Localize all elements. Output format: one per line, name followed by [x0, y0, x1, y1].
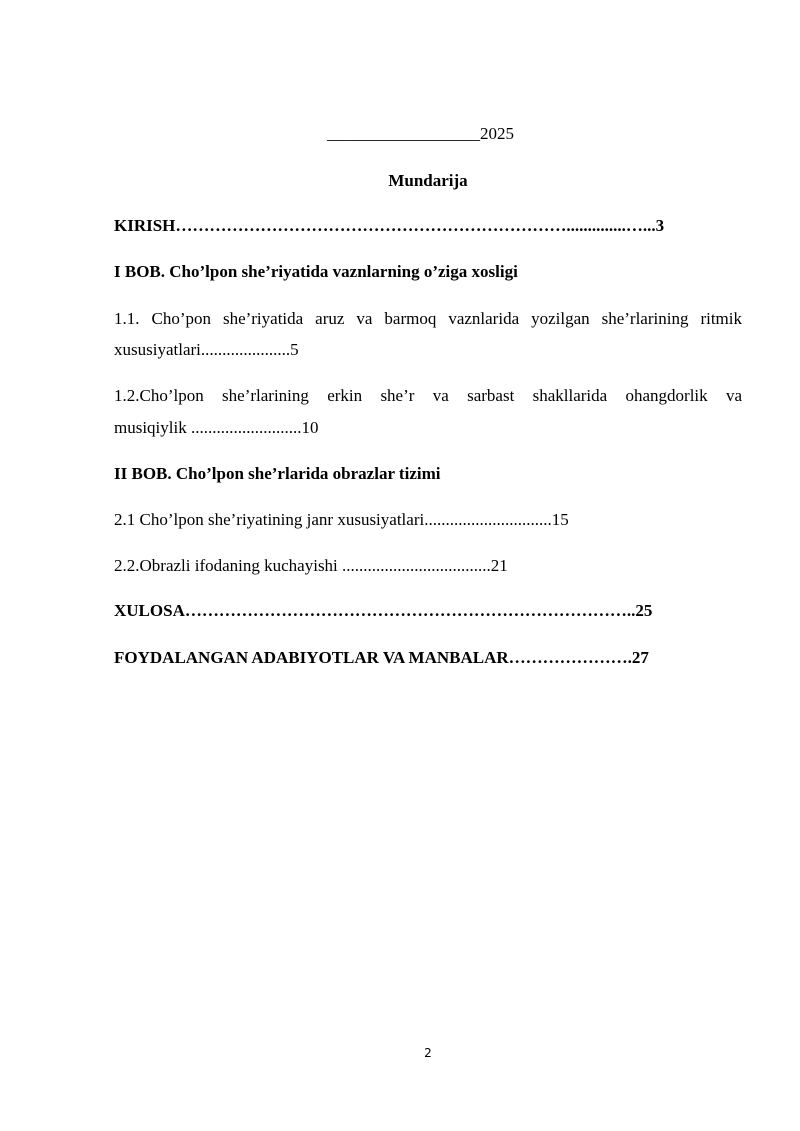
- page-title: Mundarija: [388, 171, 468, 190]
- toc-section-2-1: 2.1 Cho’lpon she’riyatining janr xususiyatlari..............................15: [114, 510, 569, 529]
- toc-chapter-1-heading: I BOB. Cho’lpon she’riyatida vaznlarning o’ziga xosligi: [114, 262, 518, 281]
- toc-entry-kirish: KIRISH……………………………………………………………..............…...3: [114, 216, 665, 235]
- toc-chapter-2-heading: II BOB. Cho’lpon she’rlarida obrazlar tizimi: [114, 464, 441, 483]
- toc-section-1-1-line-1: 1.1. Cho’pon she’riyatida aruz va barmoq vaznlarida yozilgan she’rlarining ritmik: [114, 309, 742, 328]
- date-line: __________________2025: [327, 124, 514, 143]
- toc-section-2-2: 2.2.Obrazli ifodaning kuchayishi ...................................21: [114, 556, 508, 575]
- toc-entry-references: FOYDALANGAN ADABIYOTLAR VA MANBALAR………………….27: [114, 648, 649, 667]
- page-number: 2: [424, 1046, 432, 1060]
- toc-section-1-1-line-2: xususiyatlari.....................5: [114, 340, 299, 359]
- toc-entry-xulosa: XULOSA……………………………………………………………………..25: [114, 601, 653, 620]
- toc-section-1-2-line-1: 1.2.Cho’lpon she’rlarining erkin she’r va sarbast shakllarida ohangdorlik va: [114, 386, 742, 405]
- toc-section-1-2-line-2: musiqiylik ..........................10: [114, 418, 319, 437]
